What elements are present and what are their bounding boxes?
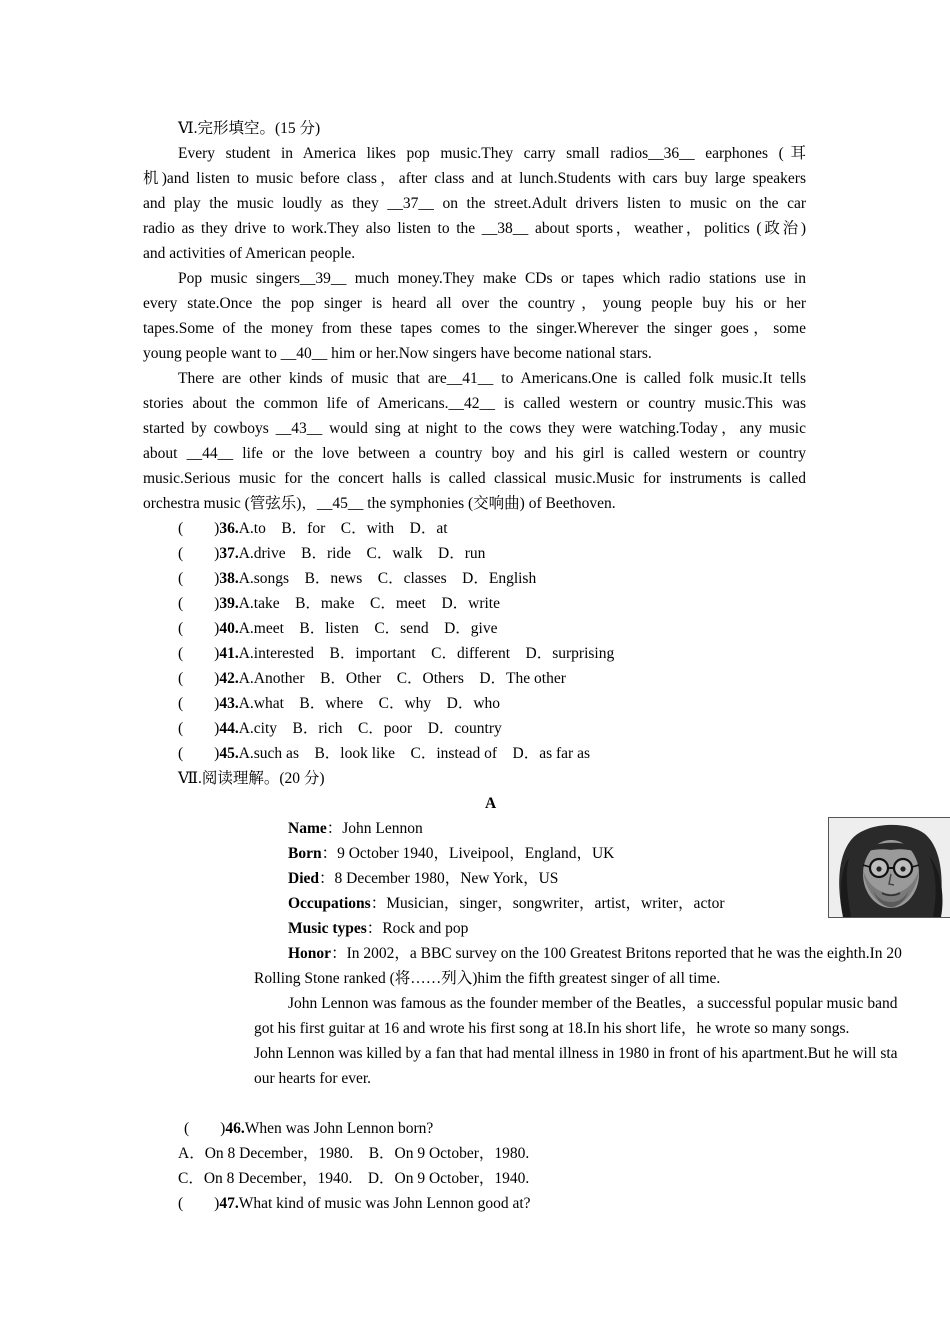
question-number: 39. xyxy=(219,595,239,612)
question-options: A.such as B．look like C．instead of D．as far as xyxy=(238,745,590,762)
question-number: 43. xyxy=(219,695,239,712)
answer-blank[interactable]: ( ) xyxy=(178,595,220,612)
question-number: 44. xyxy=(219,720,239,737)
profile-field-music-types: Music types：Rock and pop xyxy=(288,920,469,937)
answer-blank[interactable]: ( ) xyxy=(184,1120,226,1137)
question-item xyxy=(184,1116,433,1141)
profile-field-died: Died：8 December 1980，New York，US xyxy=(288,870,559,887)
answer-blank[interactable]: ( ) xyxy=(178,720,220,737)
john-lennon-photo xyxy=(828,817,950,918)
profile-field-occupations: Occupations：Musician，singer，songwriter，artist，writer，actor xyxy=(288,895,725,912)
passage-line: radio as they drive to work.They also listen to the __38__ about sports，weather，politics (政治) xyxy=(143,220,806,237)
answer-blank[interactable]: ( ) xyxy=(178,695,220,712)
profile-field-honor: Honor：In 2002，a BBC survey on the 100 Greatest Britons reported that he was the eighth.In 20 xyxy=(288,945,902,962)
question-number: 46. xyxy=(225,1120,245,1137)
passage-a-line: our hearts for ever. xyxy=(254,1070,372,1087)
question-item xyxy=(178,591,500,616)
passage-line: every state.Once the pop singer is heard all over the country，young people buy his or her xyxy=(143,295,806,312)
section-7-title: Ⅶ.阅读理解。(20 分) xyxy=(178,770,325,787)
answer-blank[interactable]: ( ) xyxy=(178,1195,220,1212)
question-item xyxy=(178,741,590,766)
question-options: A.interested B．important C．different D．surprising xyxy=(238,645,615,662)
passage-a-line: Rolling Stone ranked (将……列入)him the fifth greatest singer of all time. xyxy=(254,970,721,987)
question-options: A.what B．where C．why D．who xyxy=(238,695,501,712)
question-item xyxy=(178,691,500,716)
question-text: When was John Lennon born? xyxy=(244,1120,434,1137)
question-number: 47. xyxy=(219,1195,239,1212)
profile-field-born: Born：9 October 1940，Liveipool，England，UK xyxy=(288,845,615,862)
portrait-image xyxy=(829,818,950,917)
passage-line: orchestra music (管弦乐)，__45__ the symphonies (交响曲) of Beethoven. xyxy=(143,495,616,512)
question-number: 45. xyxy=(219,745,239,762)
question-options: A．On 8 December，1980. B．On 9 October，1980. xyxy=(178,1145,530,1162)
passage-line: tapes.Some of the money from these tapes comes to the singer.Wherever the singer goes，some xyxy=(143,320,806,337)
answer-blank[interactable]: ( ) xyxy=(178,545,220,562)
answer-blank[interactable]: ( ) xyxy=(178,670,220,687)
answer-blank[interactable]: ( ) xyxy=(178,520,220,537)
question-number: 38. xyxy=(219,570,239,587)
passage-line: about __44__ life or the love between a country boy and his girl is called western or country xyxy=(143,445,806,462)
question-options: A.to B．for C．with D．at xyxy=(238,520,448,537)
passage-line: young people want to __40__ him or her.Now singers have become national stars. xyxy=(143,345,652,362)
passage-line: started by cowboys __43__ would sing at night to the cows they were watching.Today，any music xyxy=(143,420,806,437)
answer-blank[interactable]: ( ) xyxy=(178,620,220,637)
passage-line: Every student in America likes pop music.They carry small radios__36__ earphones (耳 xyxy=(178,145,806,162)
question-item xyxy=(178,616,497,641)
question-item xyxy=(178,1191,531,1216)
question-item xyxy=(178,516,448,541)
passage-line: and play the music loudly as they __37__ on the street.Adult drivers listen to music on the car xyxy=(143,195,806,212)
question-item xyxy=(178,716,502,741)
question-item xyxy=(178,641,614,666)
passage-line: and activities of American people. xyxy=(143,245,356,262)
passage-a-line: John Lennon was famous as the founder member of the Beatles，a successful popular music band xyxy=(288,995,898,1012)
question-number: 42. xyxy=(219,670,239,687)
question-options: A.city B．rich C．poor D．country xyxy=(238,720,502,737)
question-number: 37. xyxy=(219,545,239,562)
question-number: 41. xyxy=(219,645,239,662)
question-number: 40. xyxy=(219,620,239,637)
passage-line: stories about the common life of Americans.__42__ is called western or country music.This was xyxy=(143,395,806,412)
passage-a-line: got his first guitar at 16 and wrote his first song at 18.In his short life，he wrote so many songs. xyxy=(254,1020,850,1037)
passage-a-line: John Lennon was killed by a fan that had mental illness in 1980 in front of his apartment.But he will sta xyxy=(254,1045,898,1062)
answer-blank[interactable]: ( ) xyxy=(178,745,220,762)
question-options: C．On 8 December，1940. D．On 9 October，1940. xyxy=(178,1170,530,1187)
answer-blank[interactable]: ( ) xyxy=(178,570,220,587)
question-options: A.Another B．Other C．Others D．The other xyxy=(238,670,566,687)
passage-line: There are other kinds of music that are__41__ to Americans.One is called folk music.It tells xyxy=(178,370,806,387)
question-options: A.songs B．news C．classes D．English xyxy=(238,570,537,587)
passage-line: 机)and listen to music before class，after class and at lunch.Students with cars buy large speakers xyxy=(143,170,806,187)
question-options: A.meet B．listen C．send D．give xyxy=(238,620,498,637)
question-options: A.take B．make C．meet D．write xyxy=(238,595,500,612)
passage-heading: A xyxy=(485,795,497,812)
passage-line: music.Serious music for the concert halls is called classical music.Music for instruments is called xyxy=(143,470,806,487)
passage-line: Pop music singers__39__ much money.They make CDs or tapes which radio stations use in xyxy=(178,270,806,287)
question-item xyxy=(178,566,536,591)
section-6-title: Ⅵ.完形填空。(15 分) xyxy=(178,120,321,137)
question-options: A.drive B．ride C．walk D．run xyxy=(238,545,486,562)
answer-blank[interactable]: ( ) xyxy=(178,645,220,662)
profile-field-name: Name：John Lennon xyxy=(288,820,423,837)
question-text: What kind of music was John Lennon good at? xyxy=(238,1195,531,1212)
question-item xyxy=(178,541,485,566)
question-number: 36. xyxy=(219,520,239,537)
question-item xyxy=(178,666,566,691)
